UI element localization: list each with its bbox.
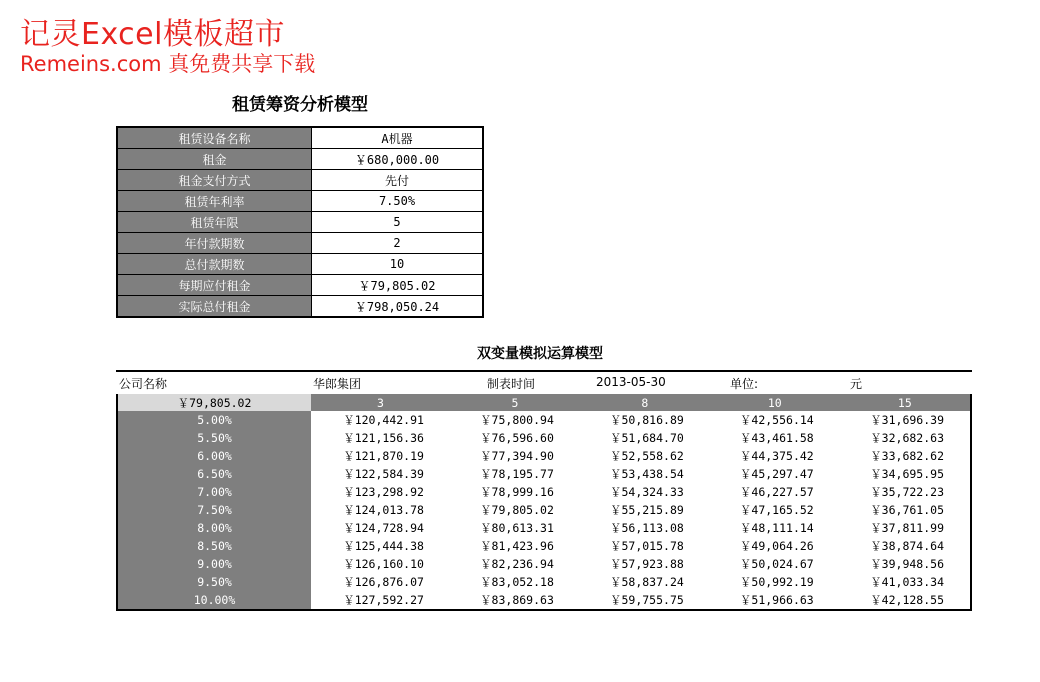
lease-label-cell[interactable]: 租赁设备名称 — [117, 127, 312, 149]
payment-cell[interactable]: ￥43,461.58 — [710, 429, 840, 447]
payment-cell[interactable]: ￥121,156.36 — [311, 429, 450, 447]
info-bar — [116, 370, 972, 396]
payment-cell[interactable]: ￥42,128.55 — [840, 591, 971, 610]
lease-label-cell[interactable]: 租赁年限 — [117, 212, 312, 233]
years-header-cell[interactable]: 3 — [311, 394, 450, 411]
simulation-header-row — [117, 394, 971, 411]
payment-cell[interactable]: ￥44,375.42 — [710, 447, 840, 465]
lease-row — [117, 275, 483, 296]
rate-cell[interactable]: 9.50% — [117, 573, 311, 591]
lease-value-cell[interactable]: ￥680,000.00 — [312, 149, 484, 170]
payment-cell[interactable]: ￥83,869.63 — [450, 591, 580, 610]
rate-cell[interactable]: 7.00% — [117, 483, 311, 501]
table-row — [117, 483, 971, 501]
company-value: 华郎集团 — [313, 377, 362, 391]
table-row — [117, 519, 971, 537]
payment-cell[interactable]: ￥33,682.62 — [840, 447, 971, 465]
payment-cell[interactable]: ￥35,722.23 — [840, 483, 971, 501]
payment-cell[interactable]: ￥47,165.52 — [710, 501, 840, 519]
rate-cell[interactable]: 5.50% — [117, 429, 311, 447]
rate-cell[interactable]: 6.00% — [117, 447, 311, 465]
lease-row — [117, 170, 483, 191]
brand-subtitle: Remeins.com 真免费共享下载 — [20, 52, 316, 76]
lease-value-cell[interactable]: 先付 — [312, 170, 484, 191]
lease-row — [117, 149, 483, 170]
table-row — [117, 501, 971, 519]
years-header-cell[interactable]: 10 — [710, 394, 840, 411]
payment-cell[interactable]: ￥54,324.33 — [580, 483, 710, 501]
table-row — [117, 555, 971, 573]
payment-cell[interactable]: ￥38,874.64 — [840, 537, 971, 555]
payment-cell[interactable]: ￥55,215.89 — [580, 501, 710, 519]
simulation-table — [116, 394, 972, 611]
lease-parameter-table — [116, 126, 484, 318]
payment-cell[interactable]: ￥78,999.16 — [450, 483, 580, 501]
payment-cell[interactable]: ￥45,297.47 — [710, 465, 840, 483]
lease-row — [117, 191, 483, 212]
payment-cell[interactable]: ￥82,236.94 — [450, 555, 580, 573]
brand-title: 记灵Excel模板超市 — [20, 17, 285, 52]
payment-cell[interactable]: ￥39,948.56 — [840, 555, 971, 573]
payment-cell[interactable]: ￥126,160.10 — [311, 555, 450, 573]
lease-label-cell[interactable]: 年付款期数 — [117, 233, 312, 254]
years-header-cell[interactable]: 15 — [840, 394, 971, 411]
payment-cell[interactable]: ￥57,015.78 — [580, 537, 710, 555]
rate-cell[interactable]: 7.50% — [117, 501, 311, 519]
payment-cell[interactable]: ￥53,438.54 — [580, 465, 710, 483]
payment-cell[interactable]: ￥50,992.19 — [710, 573, 840, 591]
payment-cell[interactable]: ￥56,113.08 — [580, 519, 710, 537]
lease-row — [117, 127, 483, 149]
table-row — [117, 573, 971, 591]
payment-cell[interactable]: ￥37,811.99 — [840, 519, 971, 537]
payment-cell[interactable]: ￥42,556.14 — [710, 411, 840, 429]
payment-cell[interactable]: ￥49,064.26 — [710, 537, 840, 555]
payment-cell[interactable]: ￥52,558.62 — [580, 447, 710, 465]
payment-cell[interactable]: ￥48,111.14 — [710, 519, 840, 537]
payment-cell[interactable]: ￥126,876.07 — [311, 573, 450, 591]
payment-cell[interactable]: ￥124,013.78 — [311, 501, 450, 519]
table-row — [117, 537, 971, 555]
rate-cell[interactable]: 8.00% — [117, 519, 311, 537]
table-row — [117, 411, 971, 429]
lease-value-cell[interactable]: A机器 — [312, 127, 484, 149]
payment-cell[interactable]: ￥46,227.57 — [710, 483, 840, 501]
lease-label-cell[interactable]: 租金 — [117, 149, 312, 170]
payment-cell[interactable]: ￥50,024.67 — [710, 555, 840, 573]
years-header-cell[interactable]: 5 — [450, 394, 580, 411]
lease-label-cell[interactable]: 每期应付租金 — [117, 275, 312, 296]
payment-cell[interactable]: ￥83,052.18 — [450, 573, 580, 591]
rate-cell[interactable]: 10.00% — [117, 591, 311, 610]
lease-value-cell[interactable]: 2 — [312, 233, 484, 254]
payment-cell[interactable]: ￥124,728.94 — [311, 519, 450, 537]
payment-cell[interactable]: ￥34,695.95 — [840, 465, 971, 483]
rate-cell[interactable]: 8.50% — [117, 537, 311, 555]
lease-row — [117, 296, 483, 318]
table-row — [117, 591, 971, 610]
lease-label-cell[interactable]: 租赁年利率 — [117, 191, 312, 212]
payment-cell[interactable]: ￥41,033.34 — [840, 573, 971, 591]
unit-label: 单位: — [730, 377, 759, 391]
rate-cell[interactable]: 6.50% — [117, 465, 311, 483]
rate-cell[interactable]: 5.00% — [117, 411, 311, 429]
payment-cell[interactable]: ￥127,592.27 — [311, 591, 450, 610]
payment-cell[interactable]: ￥122,584.39 — [311, 465, 450, 483]
payment-cell[interactable]: ￥123,298.92 — [311, 483, 450, 501]
brand-watermark — [20, 17, 316, 76]
lease-value-cell[interactable]: 7.50% — [312, 191, 484, 212]
simulation-title: 双变量模拟运算模型 — [477, 346, 603, 362]
payment-cell[interactable]: ￥79,805.02 — [450, 501, 580, 519]
date-value: 2013-05-30 — [596, 375, 666, 389]
years-header-cell[interactable]: 8 — [580, 394, 710, 411]
payment-cell[interactable]: ￥58,837.24 — [580, 573, 710, 591]
payment-cell[interactable]: ￥32,682.63 — [840, 429, 971, 447]
payment-cell[interactable]: ￥51,966.63 — [710, 591, 840, 610]
lease-value-cell[interactable]: ￥79,805.02 — [312, 275, 484, 296]
payment-cell[interactable]: ￥59,755.75 — [580, 591, 710, 610]
payment-cell[interactable]: ￥51,684.70 — [580, 429, 710, 447]
lease-row — [117, 254, 483, 275]
payment-cell[interactable]: ￥77,394.90 — [450, 447, 580, 465]
model-title: 租赁筹资分析模型 — [232, 95, 368, 115]
lease-row — [117, 212, 483, 233]
payment-cell[interactable]: ￥120,442.91 — [311, 411, 450, 429]
payment-cell[interactable]: ￥36,761.05 — [840, 501, 971, 519]
date-label: 制表时间 — [487, 377, 536, 391]
lease-row — [117, 233, 483, 254]
payment-cell[interactable]: ￥75,800.94 — [450, 411, 580, 429]
payment-cell[interactable]: ￥57,923.88 — [580, 555, 710, 573]
table-row — [117, 447, 971, 465]
table-row — [117, 465, 971, 483]
unit-value: 元 — [850, 377, 863, 391]
payment-cell[interactable]: ￥31,696.39 — [840, 411, 971, 429]
lease-label-cell[interactable]: 租金支付方式 — [117, 170, 312, 191]
lease-label-cell[interactable]: 实际总付租金 — [117, 296, 312, 318]
lease-value-cell[interactable]: 5 — [312, 212, 484, 233]
lease-value-cell[interactable]: 10 — [312, 254, 484, 275]
payment-cell[interactable]: ￥76,596.60 — [450, 429, 580, 447]
payment-cell[interactable]: ￥81,423.96 — [450, 537, 580, 555]
payment-cell[interactable]: ￥125,444.38 — [311, 537, 450, 555]
company-label: 公司名称 — [119, 377, 168, 391]
payment-cell[interactable]: ￥80,613.31 — [450, 519, 580, 537]
lease-label-cell[interactable]: 总付款期数 — [117, 254, 312, 275]
formula-corner-cell[interactable]: ￥79,805.02 — [117, 394, 311, 411]
payment-cell[interactable]: ￥78,195.77 — [450, 465, 580, 483]
payment-cell[interactable]: ￥121,870.19 — [311, 447, 450, 465]
table-row — [117, 429, 971, 447]
rate-cell[interactable]: 9.00% — [117, 555, 311, 573]
lease-value-cell[interactable]: ￥798,050.24 — [312, 296, 484, 318]
payment-cell[interactable]: ￥50,816.89 — [580, 411, 710, 429]
